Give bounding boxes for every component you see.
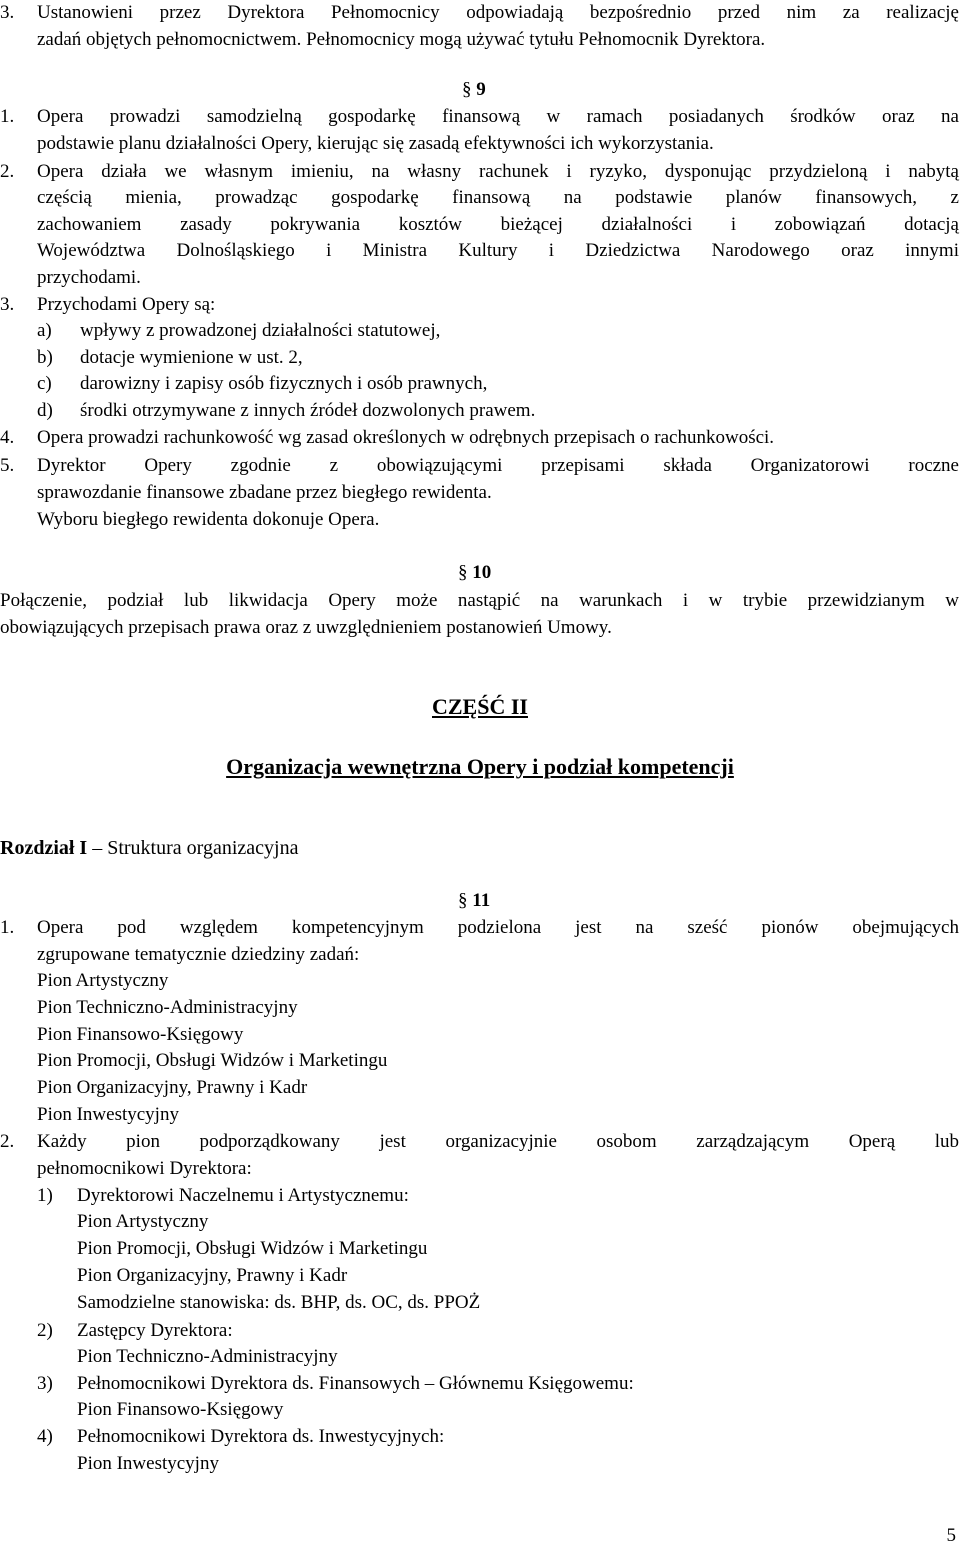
list-item: Pion Techniczno-Administracyjny: [37, 997, 298, 1018]
list-item: środki otrzymywane z innych źródeł dozwolonych prawem.: [80, 400, 536, 421]
item-number: 1.: [0, 106, 15, 127]
list-label: 2): [37, 1320, 53, 1341]
list-item: Pion Promocji, Obsługi Widzów i Marketingu: [77, 1238, 428, 1259]
chapter-number: Rozdział I: [0, 837, 88, 859]
paragraph-line: pełnomocnikowi Dyrektora:: [37, 1158, 252, 1179]
paragraph-line: podstawie planu działalności Opery, kierując się zasadą efektywności ich wykorzystania.: [37, 133, 714, 154]
list-item: Pion Artystyczny: [37, 970, 169, 991]
section-sign: §: [458, 562, 468, 583]
list-item: Samodzielne stanowiska: ds. BHP, ds. OC, ds. PPOŻ: [77, 1292, 481, 1313]
paragraph-line: Przychodami Opery są:: [37, 294, 216, 315]
list-item: darowizny i zapisy osób fizycznych i osób prawnych,: [80, 373, 488, 394]
paragraph-line: zadań objętych pełnomocnictwem. Pełnomocnicy mogą używać tytułu Pełnomocnik Dyrektora.: [37, 29, 766, 50]
list-label: d): [37, 400, 53, 421]
list-item: Pion Organizacyjny, Prawny i Kadr: [77, 1265, 348, 1286]
section-heading: [462, 77, 486, 104]
paragraph-line: Opera pod względem kompetencyjnym podzielona jest na sześć pionów obejmujących: [37, 917, 959, 938]
paragraph-line: sprawozdanie finansowe zbadane przez biegłego rewidenta.: [37, 482, 492, 503]
list-item: Pion Inwestycyjny: [77, 1453, 219, 1474]
page-number: 5: [946, 1525, 956, 1546]
section-heading: [458, 888, 490, 915]
section-sign: §: [462, 79, 472, 100]
list-label: 3): [37, 1373, 53, 1394]
section-sign: §: [458, 890, 468, 911]
list-item-heading: Pełnomocnikowi Dyrektora ds. Inwestycyjnych:: [77, 1426, 445, 1447]
list-item: Pion Promocji, Obsługi Widzów i Marketingu: [37, 1050, 388, 1071]
list-item: Pion Inwestycyjny: [37, 1104, 179, 1125]
item-number: 3.: [0, 294, 15, 315]
list-item: Pion Finansowo-Księgowy: [77, 1399, 284, 1420]
list-item-heading: Pełnomocnikowi Dyrektora ds. Finansowych – Głównemu Księgowemu:: [77, 1373, 634, 1394]
paragraph-line: zachowaniem zasady pokrywania kosztów bieżącej działalności i zobowiązań dotacją: [37, 214, 959, 235]
item-number: 2.: [0, 161, 15, 182]
paragraph-line: Każdy pion podporządkowany jest organizacyjnie osobom zarządzającym Operą lub: [37, 1131, 959, 1152]
item-number: 3.: [0, 2, 15, 23]
paragraph-line: Opera prowadzi samodzielną gospodarkę finansową w ramach posiadanych środków oraz na: [37, 106, 959, 127]
list-label: a): [37, 320, 52, 341]
paragraph-line: obowiązujących przepisach prawa oraz z uwzględnieniem postanowień Umowy.: [0, 617, 612, 638]
list-item: Pion Artystyczny: [77, 1211, 209, 1232]
list-item: Pion Organizacyjny, Prawny i Kadr: [37, 1077, 308, 1098]
list-label: c): [37, 373, 52, 394]
section-heading: [458, 560, 491, 587]
paragraph-line: częścią mienia, prowadząc gospodarkę finansową na podstawie planów finansowych, z: [37, 187, 959, 208]
section-number: 11: [472, 890, 491, 911]
list-item: dotacje wymienione w ust. 2,: [80, 347, 303, 368]
part-title: CZĘŚĆ II: [432, 694, 528, 719]
paragraph-line: Połączenie, podział lub likwidacja Opery może nastąpić na warunkach i w trybie przewidzianym w: [0, 590, 959, 611]
paragraph-line: Wyboru biegłego rewidenta dokonuje Opera.: [37, 509, 380, 530]
paragraph-line: przychodami.: [37, 267, 141, 288]
list-item: Pion Finansowo-Księgowy: [37, 1024, 244, 1045]
section-number: 10: [472, 562, 492, 583]
list-item-heading: Zastępcy Dyrektora:: [77, 1320, 233, 1341]
paragraph-line: Opera działa we własnym imieniu, na własny rachunek i ryzyko, dysponując przydzieloną i nabytą: [37, 161, 959, 182]
chapter-title: – Struktura organizacyjna: [87, 837, 299, 859]
paragraph-line: Województwa Dolnośląskiego i Ministra Kultury i Dziedzictwa Narodowego oraz innymi: [37, 240, 959, 261]
item-number: 5.: [0, 455, 15, 476]
list-label: 1): [37, 1185, 53, 1206]
section-number: 9: [476, 79, 486, 100]
chapter-heading: [0, 835, 298, 862]
paragraph-line: zgrupowane tematycznie dziedziny zadań:: [37, 944, 360, 965]
item-number: 2.: [0, 1131, 15, 1152]
paragraph-line: Opera prowadzi rachunkowość wg zasad określonych w odrębnych przepisach o rachunkowości.: [37, 427, 775, 448]
list-item: Pion Techniczno-Administracyjny: [77, 1346, 338, 1367]
list-item-heading: Dyrektorowi Naczelnemu i Artystycznemu:: [77, 1185, 409, 1206]
part-subtitle: Organizacja wewnętrzna Opery i podział kompetencji: [226, 754, 734, 779]
item-number: 4.: [0, 427, 15, 448]
list-label: 4): [37, 1426, 53, 1447]
list-item: wpływy z prowadzonej działalności statutowej,: [80, 320, 441, 341]
paragraph-line: Ustanowieni przez Dyrektora Pełnomocnicy odpowiadają bezpośrednio przed nim za realizację: [37, 2, 959, 23]
paragraph-line: Dyrektor Opery zgodnie z obowiązującymi przepisami składa Organizatorowi roczne: [37, 455, 959, 476]
item-number: 1.: [0, 917, 15, 938]
list-label: b): [37, 347, 53, 368]
